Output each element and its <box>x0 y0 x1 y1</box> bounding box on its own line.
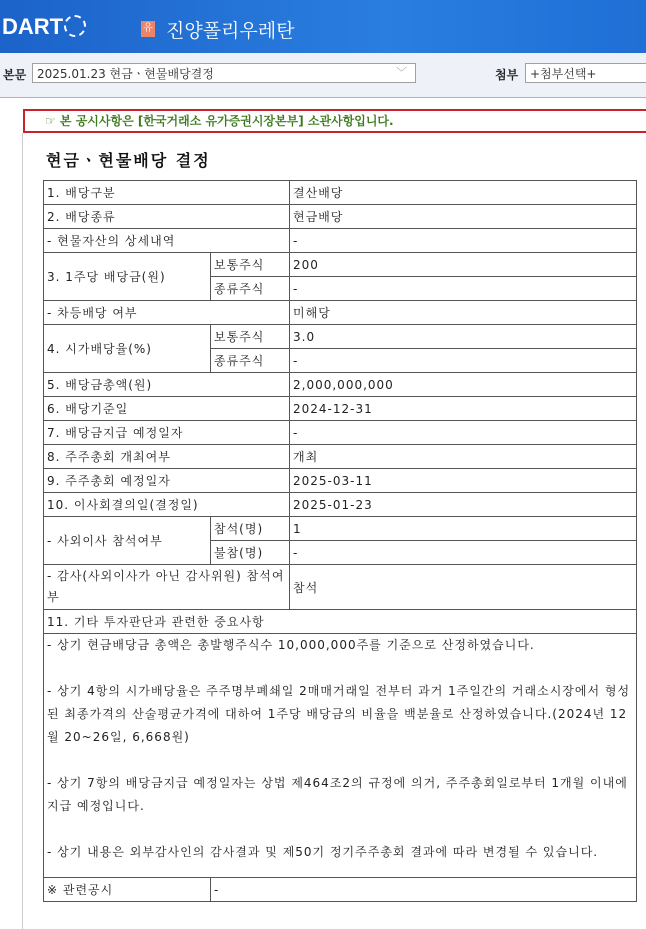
row-value: - <box>290 421 637 445</box>
row-value: 200 <box>290 253 637 277</box>
row-value: 2025-01-23 <box>290 493 637 517</box>
table-row <box>44 325 637 349</box>
chevron-down-icon: ﹀ <box>396 66 407 79</box>
market-badge: 유 <box>141 21 155 37</box>
row-value: - <box>290 541 637 565</box>
row-label: 10. 이사회결의일(결정일) <box>44 493 290 517</box>
sub-label: 참석(명) <box>211 517 290 541</box>
table-row <box>44 421 637 445</box>
attach-select[interactable] <box>525 63 646 83</box>
table-row <box>44 493 637 517</box>
row-label: - 사외이사 참석여부 <box>44 517 211 565</box>
table-row <box>44 397 637 421</box>
row-value: 결산배당 <box>290 181 637 205</box>
row-label: 3. 1주당 배당금(원) <box>44 253 211 301</box>
row-label: 4. 시가배당율(%) <box>44 325 211 373</box>
sub-label: 불참(명) <box>211 541 290 565</box>
table-row <box>44 205 637 229</box>
table-row <box>44 301 637 325</box>
table-row <box>44 445 637 469</box>
row-value: 참석 <box>290 565 637 610</box>
row-label: 7. 배당금지급 예정일자 <box>44 421 290 445</box>
table-row <box>44 634 637 878</box>
row-label: 6. 배당기준일 <box>44 397 290 421</box>
table-row <box>44 469 637 493</box>
table-row <box>44 565 637 610</box>
body-select-value: 2025.01.23 현금ㆍ현물배당결정 <box>37 67 214 81</box>
attach-select-value: +첨부선택+ <box>530 67 597 81</box>
disclosure-table <box>43 180 637 902</box>
row-value: 3.0 <box>290 325 637 349</box>
logo-text: DART <box>2 14 64 39</box>
row-value: 미해당 <box>290 301 637 325</box>
row-value: - <box>290 277 637 301</box>
sub-label: 보통주식 <box>211 253 290 277</box>
body-label: 본문 <box>3 68 27 82</box>
page-title: 현금ㆍ현물배당 결정 <box>46 151 211 170</box>
table-row <box>44 878 637 902</box>
table-row <box>44 229 637 253</box>
row-label: 2. 배당종류 <box>44 205 290 229</box>
row-label: 11. 기타 투자판단과 관련한 중요사항 <box>44 610 637 634</box>
row-value: - <box>211 878 637 902</box>
divider <box>22 133 23 929</box>
sub-label: 종류주식 <box>211 349 290 373</box>
body-select[interactable] <box>32 63 416 83</box>
toolbar <box>0 53 646 98</box>
row-value: 2,000,000,000 <box>290 373 637 397</box>
row-value: - <box>290 349 637 373</box>
table-row <box>44 517 637 541</box>
row-value: 현금배당 <box>290 205 637 229</box>
notice-banner: ☞ 본 공시사항은 [한국거래소 유가증권시장본부] 소관사항입니다. <box>23 109 646 133</box>
row-label: 5. 배당금총액(원) <box>44 373 290 397</box>
row-value: 2024-12-31 <box>290 397 637 421</box>
row-label: 1. 배당구분 <box>44 181 290 205</box>
sub-label: 보통주식 <box>211 325 290 349</box>
attach-label: 첨부 <box>495 68 519 82</box>
dart-logo[interactable] <box>2 14 86 40</box>
row-label: - 현물자산의 상세내역 <box>44 229 290 253</box>
logo-sun-icon <box>64 15 86 37</box>
row-label: - 차등배당 여부 <box>44 301 290 325</box>
row-label: 9. 주주총회 예정일자 <box>44 469 290 493</box>
table-row <box>44 181 637 205</box>
row-label: ※ 관련공시 <box>44 878 211 902</box>
header <box>0 0 646 53</box>
row-value: 2025-03-11 <box>290 469 637 493</box>
row-value: - <box>290 229 637 253</box>
sub-label: 종류주식 <box>211 277 290 301</box>
notes-text: - 상기 현금배당금 총액은 총발행주식수 10,000,000주를 기준으로 산정하였습니다. - 상기 4항의 시가배당율은 주주명부폐쇄일 2매매거래일 전부터 과거 1주일간의 거래소시장에서 형성된 최종가격의 산술평균가격에 대하여 1주당 배당금의 비율을 백분율로 산정하였습니다.(2024년 12월 20~26일, 6,668원) - 상기 7항의 배당금지급 예정일자는 상법 제464조2의 규정에 의거, 주주총회일로부터 1개월 이내에 지급 예정입니다. - 상기 내용은 외부감사인의 감사결과 및 제50기 정기주주총회 결과에 따라 변경될 수 있습니다. <box>44 634 637 878</box>
row-label: - 감사(사외이사가 아닌 감사위원) 참석여부 <box>44 565 290 610</box>
table-row <box>44 253 637 277</box>
table-row <box>44 610 637 634</box>
row-value: 1 <box>290 517 637 541</box>
row-label: 8. 주주총회 개최여부 <box>44 445 290 469</box>
company-name: 진양폴리우레탄 <box>166 20 295 42</box>
row-value: 개최 <box>290 445 637 469</box>
table-row <box>44 373 637 397</box>
